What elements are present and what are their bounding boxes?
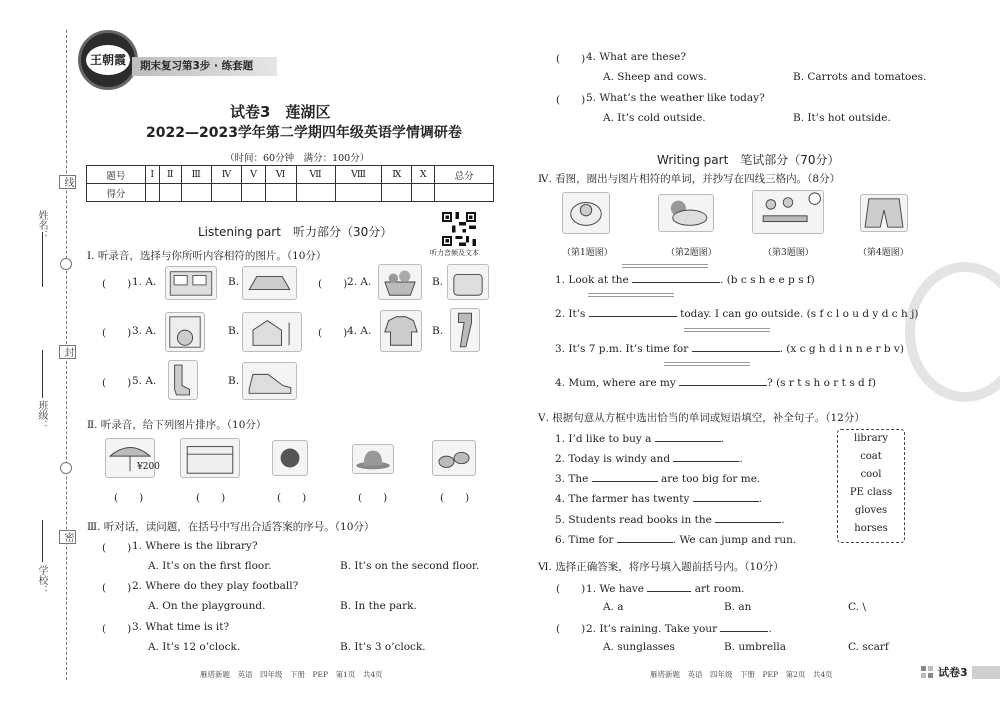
sentence-text: .: [758, 493, 763, 505]
word-bank: [837, 429, 905, 543]
school-line: [42, 520, 43, 562]
fill-sentence: [555, 306, 918, 320]
answer-paren[interactable]: ( ): [102, 582, 132, 594]
sentence-text: 5. Students read books in the: [555, 514, 712, 526]
option-text: B. It’s on the second floor.: [340, 560, 480, 572]
school-label: 学校：: [36, 565, 47, 595]
option-text: A. It’s cold outside.: [603, 112, 706, 124]
score-cell[interactable]: [242, 184, 265, 202]
footer-left: 雁塔新题 英语 四年级 下册 PEP 第1页 共4页: [200, 670, 383, 679]
sentence-text: ? (s r t s h o r t s d f): [767, 377, 876, 389]
answer-paren[interactable]: ( ): [318, 278, 348, 290]
option-text: C. \: [848, 601, 866, 613]
answer-paren[interactable]: ( ): [556, 53, 586, 65]
fill-sentence: [555, 532, 796, 546]
word-bank-item: cool: [860, 469, 882, 480]
answer-paren[interactable]: ( ): [102, 327, 132, 339]
option-text: B. an: [724, 601, 752, 613]
sentence-text: 2. Today is windy and: [555, 453, 671, 465]
score-cell[interactable]: [211, 184, 242, 202]
tray-picture: [242, 266, 297, 300]
fill-sentence: [555, 512, 785, 526]
score-cell[interactable]: [382, 184, 412, 202]
score-header: 题号: [87, 166, 146, 184]
option-label: B.: [228, 375, 240, 387]
score-header: Ⅲ: [181, 166, 211, 184]
option-label: 1. A.: [132, 276, 157, 288]
sentence-text: 2. It’s: [555, 308, 586, 320]
score-header: Ⅴ: [242, 166, 265, 184]
answer-paren[interactable]: ( ): [102, 377, 132, 389]
binding-hole: [60, 258, 72, 270]
paper-tag: 试卷3: [938, 666, 968, 679]
score-header: Ⅶ: [296, 166, 335, 184]
family-dinner-picture: [752, 190, 824, 234]
score-header: Ⅳ: [211, 166, 242, 184]
sun-picture: [272, 440, 308, 476]
cloudy-picture: [658, 194, 714, 232]
tag-bar: [972, 666, 1000, 679]
option-text: B. umbrella: [724, 641, 787, 653]
socks-picture: [168, 360, 198, 400]
logo-text: 王朝霞: [86, 45, 130, 75]
answer-blank[interactable]: [632, 272, 720, 283]
banner: 期末复习第3步 · 练套题: [132, 57, 277, 76]
answer-paren[interactable]: ( ): [277, 492, 307, 504]
sweater-picture: [380, 310, 422, 352]
answer-paren[interactable]: ( ): [196, 492, 226, 504]
option-text: B. Carrots and tomatoes.: [793, 71, 927, 83]
option-text: C. scarf: [848, 641, 889, 653]
qr-caption: 听力音频及文本: [430, 249, 479, 257]
sentence-text: . (b c s h e e p s f): [720, 274, 815, 286]
listening-title: Listening part 听力部分（30分）: [198, 225, 393, 239]
option-text: A. Sheep and cows.: [603, 71, 707, 83]
answer-blank[interactable]: [592, 471, 658, 482]
picture-caption: （第4题图）: [858, 248, 909, 258]
class-line: [42, 350, 43, 398]
score-cell[interactable]: [181, 184, 211, 202]
answer-blank[interactable]: [617, 532, 673, 543]
score-header: Ⅸ: [382, 166, 412, 184]
section-1-heading: Ⅰ. 听录音，选择与你所听内容相符的图片。（10分）: [87, 250, 327, 262]
four-line-grid[interactable]: [664, 360, 750, 369]
sentence-text: .: [739, 453, 743, 465]
sentence-text: 6. Time for: [555, 534, 614, 546]
score-cell[interactable]: [435, 184, 494, 202]
question-text: 4. What are these?: [586, 51, 686, 63]
class-label: 班级：: [36, 400, 47, 430]
sentence-text: are too big for me.: [661, 473, 761, 485]
answer-blank[interactable]: [673, 451, 739, 462]
question-text: 3. What time is it?: [132, 621, 230, 633]
picture-caption: （第1题图）: [562, 248, 613, 258]
shorts-picture: [860, 194, 908, 232]
table-row: [87, 184, 494, 202]
mark-secret: 密: [59, 530, 76, 544]
score-cell[interactable]: [159, 184, 181, 202]
score-table: [86, 165, 494, 202]
score-header: Ⅵ: [265, 166, 296, 184]
word-bank-item: PE class: [849, 487, 893, 498]
winter-house-picture: [242, 312, 302, 352]
option-label: B.: [432, 276, 444, 288]
sentence-text: 1. I’d like to buy a: [555, 433, 652, 445]
question-text: 1. Where is the library?: [132, 540, 258, 552]
answer-paren[interactable]: ( ): [556, 583, 586, 595]
option-text: A. It’s on the first floor.: [148, 560, 272, 572]
picture-caption: （第3题图）: [763, 248, 814, 258]
score-cell[interactable]: [145, 184, 159, 202]
question-text: 2. Where do they play football?: [132, 580, 299, 592]
score-row-label: 得分: [87, 184, 146, 202]
boy-window-picture: [165, 312, 205, 352]
answer-blank[interactable]: [715, 512, 781, 523]
sentence-text: .: [768, 623, 772, 635]
fill-sentence: [555, 471, 760, 485]
answer-blank[interactable]: [679, 375, 767, 386]
score-cell[interactable]: [265, 184, 296, 202]
score-cell[interactable]: [412, 184, 435, 202]
shop-picture: [180, 438, 240, 478]
sentence-text: 3. It’s 7 p.m. It’s time for: [555, 343, 689, 355]
sack-picture: [447, 264, 489, 300]
fill-sentence: [555, 272, 815, 286]
four-line-grid[interactable]: [588, 291, 674, 300]
sentence-text: . We can jump and run.: [672, 534, 797, 546]
section-3-heading: Ⅲ. 听对话，读问题，在括号中写出合适答案的序号。（10分）: [87, 521, 375, 533]
answer-paren[interactable]: ( ): [114, 492, 144, 504]
section-6-heading: Ⅵ. 选择正确答案，将序号填入题前括号内。（10分）: [538, 561, 784, 573]
four-line-grid[interactable]: [622, 262, 708, 271]
sentence-text: 4. Mum, where are my: [555, 377, 676, 389]
option-label: 2. A.: [347, 276, 372, 288]
sheep-picture: [562, 192, 610, 234]
footer-right: 雁塔新题 英语 四年级 下册 PEP 第2页 共4页: [650, 670, 833, 679]
vegetables-basket-picture: [378, 264, 422, 300]
option-label: 5. A.: [132, 375, 157, 387]
score-header: 总分: [435, 166, 494, 184]
option-text: A. On the playground.: [148, 600, 266, 612]
answer-blank[interactable]: [655, 431, 721, 442]
sentence-text: today. I can go outside. (s f c l o u d y d c h j): [680, 308, 919, 320]
option-label: B.: [432, 325, 444, 337]
word-bank-item: gloves: [854, 505, 888, 516]
mark-seal: 封: [59, 345, 76, 359]
binding-hole: [60, 462, 72, 474]
sentence-text: 4. The farmer has twenty: [555, 493, 690, 505]
option-label: B.: [228, 276, 240, 288]
option-text: A. It’s 12 o’clock.: [148, 641, 241, 653]
answer-paren[interactable]: ( ): [358, 492, 388, 504]
answer-paren[interactable]: ( ): [556, 623, 586, 635]
sentence-text: 3. The: [555, 473, 589, 485]
scarf-picture: [450, 308, 480, 352]
fill-sentence: [555, 431, 724, 445]
score-header: Ⅱ: [159, 166, 181, 184]
name-line: [42, 232, 43, 287]
option-text: B. It’s hot outside.: [793, 112, 891, 124]
shoes-picture: [242, 362, 297, 400]
hat-picture: [352, 444, 394, 474]
table-row: [87, 166, 494, 184]
umbrella-picture: [105, 438, 155, 478]
kitchen-picture: [165, 266, 217, 300]
answer-blank[interactable]: [720, 621, 768, 632]
option-text: A. sunglasses: [603, 641, 675, 653]
word-bank-item: horses: [854, 523, 888, 534]
option-label: 3. A.: [132, 325, 157, 337]
score-cell[interactable]: [296, 184, 335, 202]
answer-paren[interactable]: ( ): [102, 542, 132, 554]
question-text: 5. What’s the weather like today?: [586, 92, 765, 104]
page-subtitle: 2022—2023学年第二学期四年级英语学情调研卷: [146, 125, 462, 141]
qr-code-icon[interactable]: [442, 212, 476, 246]
section-2-heading: Ⅱ. 听录音，给下列图片排序。（10分）: [87, 419, 267, 431]
hens-picture: [432, 440, 476, 476]
sentence-text: .: [720, 433, 725, 445]
answer-paren[interactable]: ( ): [556, 94, 586, 106]
answer-blank[interactable]: [693, 491, 759, 502]
four-line-grid[interactable]: [684, 326, 770, 335]
sentence-text: 2. It’s raining. Take your: [586, 623, 718, 635]
score-header: Ⅷ: [335, 166, 382, 184]
option-label: 4. A.: [347, 325, 372, 337]
fill-sentence: [555, 491, 762, 505]
score-header: Ⅰ: [145, 166, 159, 184]
word-bank-item: coat: [860, 451, 882, 462]
fill-sentence: [555, 341, 904, 355]
sentence-text: . (x c g h d i n n e r b v): [779, 343, 904, 355]
page-title: 试卷3 莲湖区: [230, 103, 331, 121]
sentence-text: .: [781, 514, 785, 526]
picture-caption: （第2题图）: [666, 248, 717, 258]
answer-blank[interactable]: [647, 581, 691, 592]
score-header: Ⅹ: [412, 166, 435, 184]
option-text: B. It’s 3 o’clock.: [340, 641, 426, 653]
score-cell[interactable]: [335, 184, 382, 202]
section-4-heading: Ⅳ. 看图，圈出与图片相符的单词，并抄写在四线三格内。（8分）: [538, 173, 841, 185]
sentence-text: 1. Look at the: [555, 274, 629, 286]
writing-title: Writing part 笔试部分（70分）: [657, 153, 840, 167]
fill-sentence: [555, 451, 743, 465]
price-tag: ¥200: [137, 462, 160, 472]
answer-blank[interactable]: [692, 341, 780, 352]
mark-line: 线: [59, 175, 76, 189]
fill-sentence: [555, 375, 876, 389]
answer-paren[interactable]: ( ): [102, 278, 132, 290]
answer-paren[interactable]: ( ): [440, 492, 470, 504]
sentence-text: art room.: [694, 583, 745, 595]
grid-squares-icon: [921, 666, 933, 678]
option-label: B.: [228, 325, 240, 337]
answer-blank[interactable]: [589, 306, 677, 317]
question-text: [586, 581, 745, 595]
question-text: [586, 621, 772, 635]
answer-paren[interactable]: ( ): [102, 623, 132, 635]
secret-watermark: [905, 262, 1000, 402]
sentence-text: 1. We have: [586, 583, 645, 595]
section-5-heading: Ⅴ. 根据句意从方框中选出恰当的单词或短语填空，补全句子。（12分）: [538, 412, 865, 424]
name-label: 姓名：: [36, 210, 47, 240]
time-info: （时间：60分钟 满分：100分）: [225, 153, 370, 164]
brand-logo: [78, 30, 138, 90]
option-text: B. In the park.: [340, 600, 417, 612]
answer-paren[interactable]: ( ): [318, 327, 348, 339]
option-text: A. a: [603, 601, 624, 613]
word-bank-item: library: [854, 433, 888, 444]
